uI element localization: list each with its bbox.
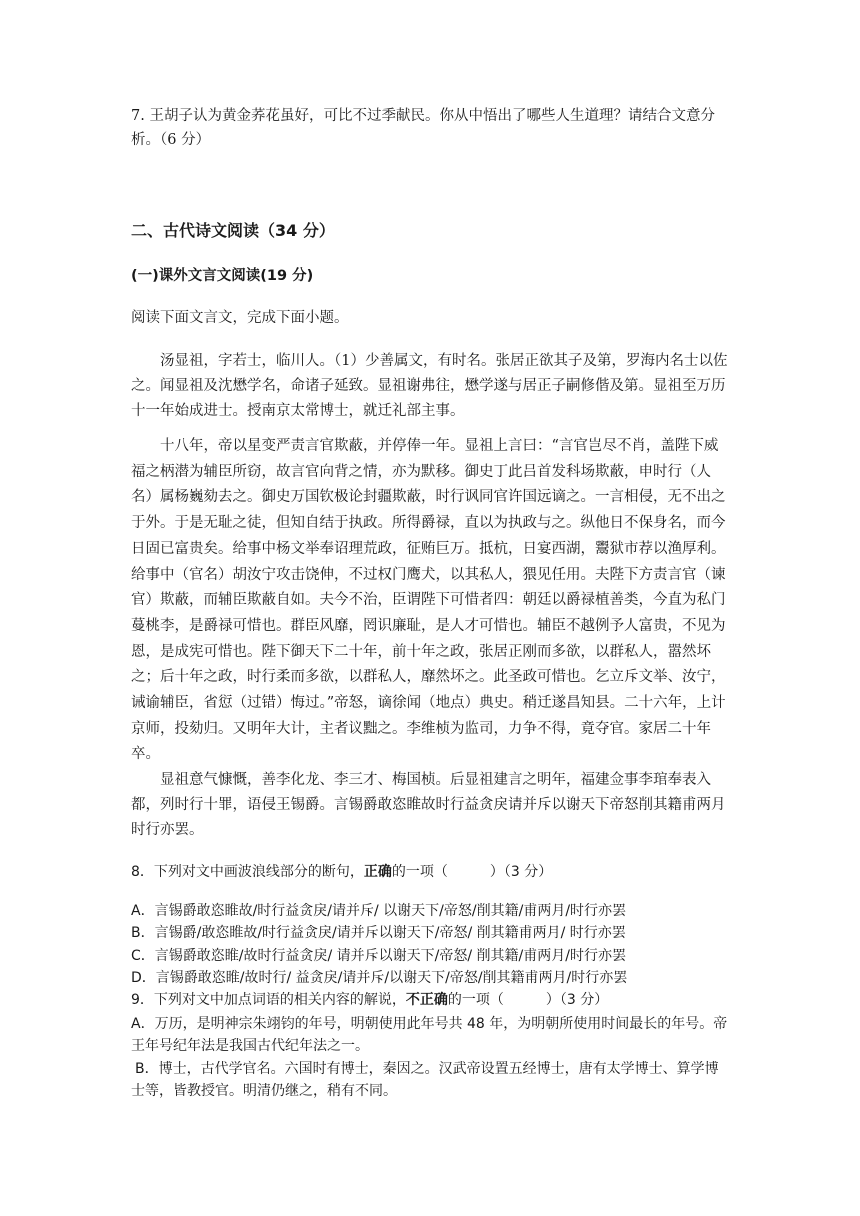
question-7: 7. 王胡子认为黄金荞花虽好，可比不过季献民。你从中悟出了哪些人生道理？请结合文意分析。（6 分） — [131, 108, 715, 148]
question-9-stem: 9．下列对文中加点词语的相关内容的解说，不正确的一项（ ）（3 分） — [131, 992, 609, 1008]
passage-paragraph-1: 汤显祖，字若士，临川人。（1）少善属文，有时名。张居正欲其子及第，罗海内名士以佐之。闻显祖及沈懋学名，命诸子延致。显祖谢弗往，懋学遂与居正子嗣修偕及第。显祖至万历十一年始成进士。授南京太常博士，就迁礼部主事。 — [131, 353, 728, 419]
passage-paragraph-3: 显祖意气慷慨，善李化龙、李三才、梅国桢。后显祖建言之明年，福建佥事李琯奉表入都，列时行十罪，语侵王锡爵。言锡爵敢恣睢故时行益贪戾请并斥以谢天下帝怒削其籍甫两月时行亦罢。 — [131, 772, 726, 838]
question-8-stem: 8．下列对文中画波浪线部分的断句，正确的一项（ ）（3 分） — [131, 864, 553, 880]
section-2-title: 二、古代诗文阅读（34 分） — [131, 221, 335, 240]
question-9-option-a: A．万历，是明神宗朱翊钧的年号，明朝使用此年号共 48 年，为明朝所使用时间最长的年号。帝王年号纪年法是我国古代纪年法之一。 — [131, 1016, 728, 1054]
question-8-emphasis: 正确 — [363, 864, 392, 880]
passage-paragraph-2: 十八年，帝以星变严责言官欺蔽，并停俸一年。显祖上言曰：“言官岂尽不肖，盖陛下威福之柄潜为辅臣所窃，故言官向背之情，亦为默移。御史丁此吕首发科场欺蔽，申时行（人名）属杨巍劾去之。御史万国钦极论封疆欺蔽，时行讽同官许国远谪之。一言相侵，无不出之于外。于是无耻之徒，但知自结于执政。所得爵禄，直以为执政与之。纵他日不保身名，而今日固已富贵矣。给事中杨文举奉诏理荒政，征贿巨万。抵杭，日宴西湖，鬻狱市荐以渔厚利。给事中（官名）胡汝宁攻击饶伸，不过权门鹰犬，以其私人，猥见任用。夫陛下方责言官（谏官）欺蔽，而辅臣欺蔽自如。夫今不治，臣谓陛下可惜者四：朝廷以爵禄植善类，今直为私门蔓桃李，是爵禄可惜也。群臣风靡，罔识廉耻，是人才可惜也。辅臣不越例予人富贵，不见为恩，是成宪可惜也。陛下御天下二十年，前十年之政，张居正刚而多欲，以群私人，嚣然坏之；后十年之政，时行柔而多欲，以群私人，靡然坏之。此圣政可惜也。乞立斥文举、汝宁，诫谕辅臣，省愆（过错）悔过。”帝怒，谪徐闻（地点）典史。稍迁遂昌知县。二十六年，上计京师，投劾归。又明年大计，主者议黜之。李维桢为监司，力争不得，竟夺官。家居二十年卒。 — [131, 438, 726, 763]
question-8-option-c: C．言锡爵敢恣睢/故时行益贪戾/ 请并斥以谢天下/帝怒/ 削其籍/甫两月/时行亦罢 — [131, 948, 626, 964]
question-8-option-a: A．言锡爵敢恣睢故/时行益贪戾/请并斥/ 以谢天下/帝怒/削其籍/甫两月/时行亦罢 — [131, 903, 627, 919]
question-9-option-b: B．博士，古代学官名。六国时有博士，秦因之。汉武帝设置五经博士，唐有太学博士、算学博士等，皆教授官。明清仍继之，稍有不同。 — [131, 1061, 719, 1099]
section-2-instruction: 阅读下面文言文，完成下面小题。 — [131, 310, 349, 326]
question-8-option-b: B．言锡爵/敢恣睢故/时行益贪戾/请并斥以谢天下/帝怒/ 削其籍甫两月/ 时行亦罢 — [131, 925, 626, 941]
question-9-emphasis: 不正确 — [405, 992, 448, 1008]
section-2-subtitle: (一)课外文言文阅读(19 分) — [131, 268, 314, 284]
question-8-option-d: D．言锡爵敢恣睢/故时行/ 益贪戾/请并斥/以谢天下/帝怒/削其籍甫两月/时行亦罢 — [131, 970, 628, 986]
